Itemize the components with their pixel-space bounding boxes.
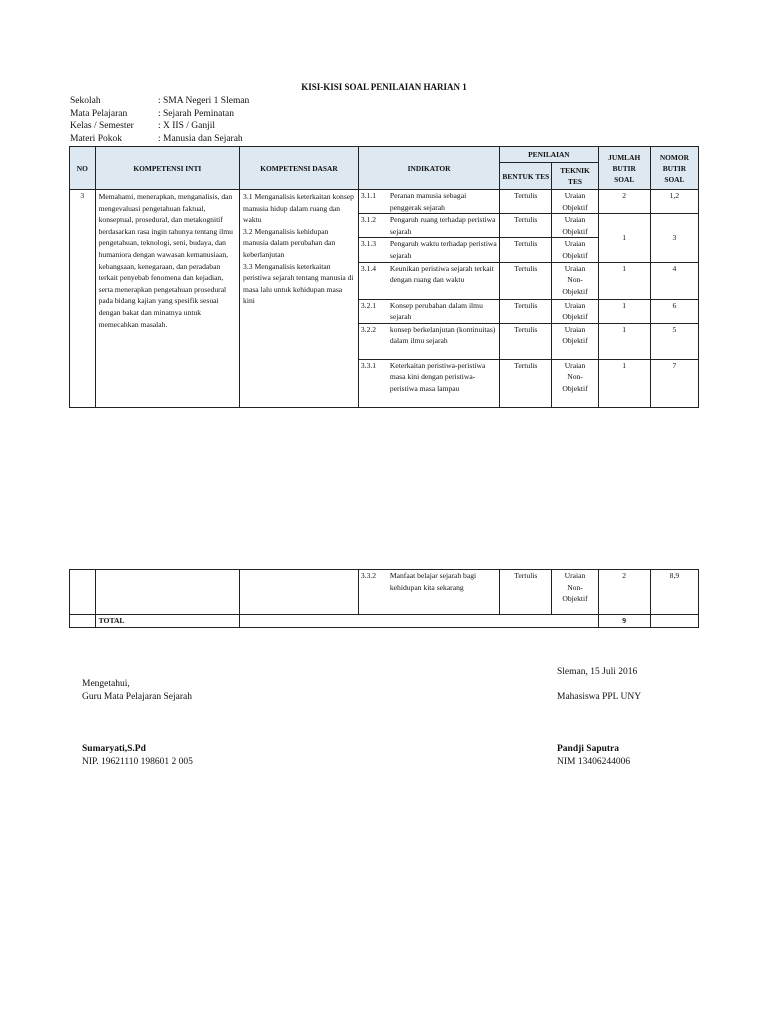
empty-cell [95, 570, 239, 615]
teknik-tes: Uraian Objektif [552, 190, 598, 214]
total-row [70, 615, 699, 628]
indikator-text: Keterkaitan peristiwa-peristiwa masa kini dengan peristiwa-peristiwa masa lampau [389, 360, 486, 393]
bentuk-tes: Tertulis [500, 323, 552, 359]
indikator-text: Peranan manusia sebagai penggerak sejarah [389, 191, 467, 212]
student-nim: NIM 13406244006 [557, 757, 631, 767]
acknowledgement-label: Mengetahui, [82, 679, 130, 689]
indikator-cell [358, 323, 499, 359]
table-row [70, 570, 699, 615]
indikator-cell [358, 238, 499, 262]
student-name: Pandji Saputra [557, 744, 620, 754]
header-indikator: INDIKATOR [358, 147, 499, 190]
header-no: NO [70, 147, 96, 190]
student-title: Mahasiswa PPL UNY [557, 692, 642, 702]
bentuk-tes: Tertulis [500, 190, 552, 214]
teknik-tes: Uraian Objektif [552, 323, 598, 359]
meta-key: Sekolah [70, 96, 101, 106]
meta-value: : Sejarah Peminatan [158, 108, 234, 119]
meta-value: : SMA Negeri 1 Sleman [158, 96, 250, 106]
total-value: 9 [598, 615, 650, 628]
indikator-cell [358, 299, 499, 323]
meta-key: Materi Pokok [70, 134, 122, 145]
nomor-butir: 5 [650, 323, 698, 359]
meta-value: : X IIS / Ganjil [158, 121, 215, 132]
empty-cell [650, 615, 698, 628]
indikator-text: konsep berkelanjutan (kontinuitas) dalam ilmu sejarah [389, 324, 496, 346]
document-title: KISI-KISI SOAL PENILAIAN HARIAN 1 [301, 82, 467, 92]
header-teknik-tes: TEKNIK TES [552, 163, 598, 190]
total-label: TOTAL [95, 615, 239, 628]
kisi-kisi-table [69, 146, 699, 408]
header-bentuk-tes: BENTUK TES [500, 163, 552, 190]
indikator-number: 3.2.1 [360, 300, 377, 310]
jumlah-butir: 2 [598, 570, 650, 615]
subject-row [70, 108, 249, 121]
empty-cell [70, 615, 96, 628]
indikator-number: 3.1.2 [360, 215, 377, 225]
teacher-title: Guru Mata Pelajaran Sejarah [82, 692, 192, 702]
header-kompetensi-inti: KOMPETENSI INTI [95, 147, 239, 190]
jumlah-butir: 1 [598, 214, 650, 262]
bentuk-tes: Tertulis [500, 299, 552, 323]
jumlah-butir: 1 [598, 323, 650, 359]
class-row [70, 120, 249, 133]
indikator-text: Pengaruh waktu terhadap peristiwa sejarah [389, 239, 497, 260]
bentuk-tes: Tertulis [500, 238, 552, 262]
kisi-kisi-table-continued [69, 569, 699, 628]
meta-key: Mata Pelajaran [70, 108, 128, 119]
kd-item: 3.3 Menganalisis keterkaitan peristiwa sejarah tentang manusia di masa lalu untuk kehidupan masa kini [243, 261, 354, 306]
table-row [70, 190, 699, 214]
row-no: 3 [70, 190, 96, 408]
teknik-tes: Uraian Non-Objektif [552, 570, 598, 615]
indikator-number: 3.1.1 [360, 191, 377, 200]
school-info [70, 95, 249, 146]
teacher-nip: NIP. 19621110 198601 2 005 [82, 757, 193, 767]
jumlah-butir: 2 [598, 190, 650, 214]
teacher-name: Sumaryati,S.Pd [82, 744, 146, 754]
kd-item: 3.1 Menganalisis keterkaitan konsep manusia hidup dalam ruang dan waktu [243, 192, 354, 225]
jumlah-butir: 1 [598, 262, 650, 299]
kompetensi-dasar-list [240, 190, 359, 408]
nomor-butir: 1,2 [650, 190, 698, 214]
nomor-butir: 8,9 [650, 570, 698, 615]
indikator-text: Pengaruh ruang terhadap peristiwa sejarah [389, 215, 496, 236]
teknik-tes: Uraian Non-Objektif [552, 262, 598, 299]
teknik-tes: Uraian Objektif [552, 214, 598, 238]
teknik-tes: Uraian Objektif [552, 299, 598, 323]
empty-cell [240, 570, 359, 615]
jumlah-butir: 1 [598, 359, 650, 407]
bentuk-tes: Tertulis [500, 359, 552, 407]
empty-cell [240, 615, 599, 628]
topic-row [70, 133, 249, 146]
school-row [70, 95, 249, 108]
indikator-number: 3.3.1 [360, 360, 377, 370]
header-penilaian: PENILAIAN [500, 147, 598, 163]
jumlah-butir: 1 [598, 299, 650, 323]
indikator-number: 3.2.2 [360, 324, 377, 334]
bentuk-tes: Tertulis [500, 570, 552, 615]
indikator-cell [358, 570, 499, 615]
kompetensi-inti-text: Memahami, menerapkan, menganalisis, dan mengevaluasi pengetahuan faktual, konseptual, prosedural, dan metakognitif berdasarkan rasa ingin tahunya tentang ilmu pengetahuan, teknologi, seni, budaya, dan humaniora dengan wawasan kemanusiaan, kebangsaan, kenegaraan, dan peradaban terkait penyebab fenomena dan kejadian, serta menerapkan pengetahuan prosedural pada bidang kajian yang spesifik sesuai dengan bakat dan minatnya untuk memecahkan masalah. [95, 190, 239, 408]
nomor-butir: 4 [650, 262, 698, 299]
indikator-number: 3.3.2 [360, 571, 377, 580]
kd-item: 3.2 Menganalisis kehidupan manusia dalam perubahan dan keberlanjutan [243, 226, 336, 259]
teknik-tes: Uraian Objektif [552, 238, 598, 262]
meta-value: : Manusia dan Sejarah [158, 134, 243, 145]
indikator-cell [358, 359, 499, 407]
header-kompetensi-dasar: KOMPETENSI DASAR [240, 147, 359, 190]
nomor-butir: 7 [650, 359, 698, 407]
header-nomor-butir: NOMOR BUTIR SOAL [650, 147, 698, 190]
indikator-text: Konsep perubahan dalam ilmu sejarah [389, 300, 483, 322]
header-jumlah-butir: JUMLAH BUTIR SOAL [598, 147, 650, 190]
meta-key: Kelas / Semester [70, 121, 134, 132]
indikator-number: 3.1.3 [360, 239, 377, 249]
bentuk-tes: Tertulis [500, 214, 552, 238]
indikator-number: 3.1.4 [360, 263, 377, 273]
indikator-cell [358, 262, 499, 299]
nomor-butir: 3 [650, 214, 698, 262]
indikator-cell [358, 214, 499, 238]
signature-date: Sleman, 15 Juli 2016 [557, 667, 638, 677]
teknik-tes: Uraian Non-Objektif [552, 359, 598, 407]
indikator-text: Manfaat belajar sejarah bagi kehidupan kita sekarang [389, 571, 477, 592]
indikator-text: Keunikan peristiwa sejarah terkait dengan ruang dan waktu [389, 263, 494, 285]
empty-cell [70, 570, 96, 615]
bentuk-tes: Tertulis [500, 262, 552, 299]
nomor-butir: 6 [650, 299, 698, 323]
indikator-cell [358, 190, 499, 214]
